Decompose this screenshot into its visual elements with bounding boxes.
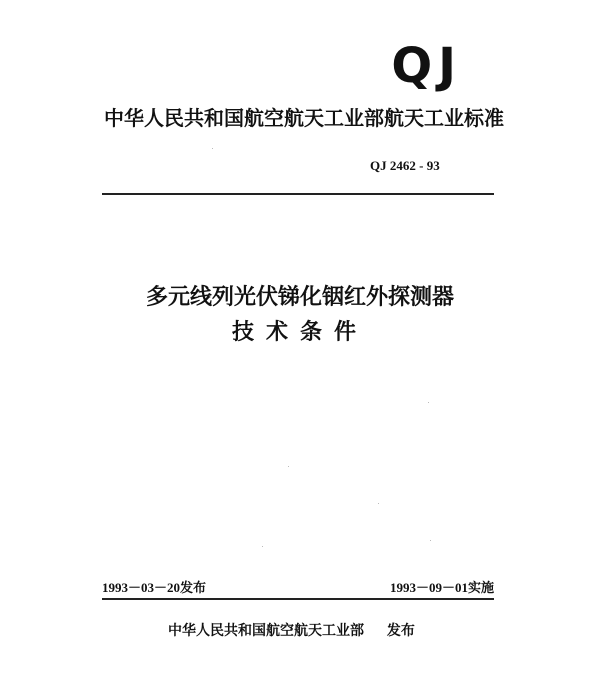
issue-date: 1993－03－20发布 bbox=[102, 580, 207, 595]
publisher-action: 发布 bbox=[386, 623, 415, 639]
publisher-name: 中华人民共和国航空航天工业部 bbox=[168, 623, 364, 639]
publisher-line bbox=[168, 622, 415, 640]
scan-speck bbox=[288, 466, 289, 467]
document-title-line1: 多元线列光伏锑化铟红外探测器 bbox=[145, 285, 454, 310]
bottom-divider bbox=[102, 598, 494, 600]
document-title-line2: 技术条件 bbox=[231, 320, 368, 345]
scan-speck bbox=[428, 402, 429, 403]
scan-speck bbox=[262, 546, 263, 547]
standard-number: QJ 2462 - 93 bbox=[370, 158, 440, 173]
scan-speck bbox=[378, 503, 379, 504]
scan-speck bbox=[212, 148, 213, 149]
qj-logo: QJ bbox=[391, 38, 462, 94]
issuer-header: 中华人民共和国航空航天工业部航天工业标准 bbox=[104, 106, 504, 130]
scan-speck bbox=[430, 540, 431, 541]
implementation-date: 1993－09－01实施 bbox=[389, 580, 494, 595]
top-divider bbox=[102, 193, 494, 195]
